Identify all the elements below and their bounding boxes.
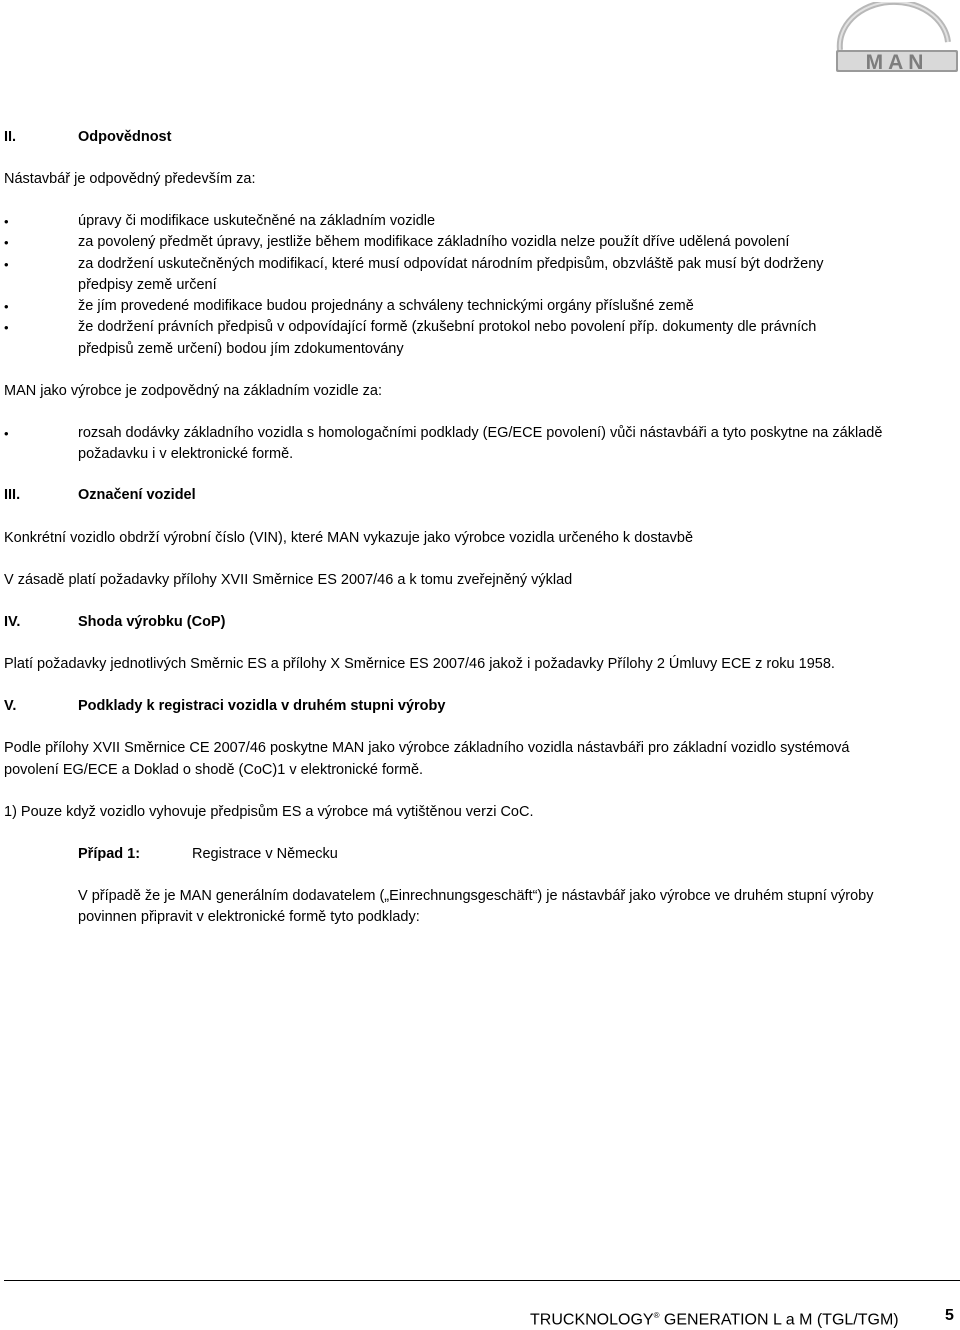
list-item: že jím provedené modifikace budou projednány a schváleny technickými orgány příslušné země [78, 298, 694, 314]
list-item-continuation: předpisů země určení) bodou jím zdokumentovány [78, 341, 404, 357]
man-logo [826, 2, 960, 74]
bullet-marker: • [4, 320, 9, 335]
section-5-number: V. [4, 698, 17, 714]
list-item: za dodržení uskutečněných modifikací, které musí odpovídat národním předpisům, obzvláště pak musí být dodrženy [78, 256, 824, 272]
bullet-marker: • [4, 257, 9, 272]
bullet-marker: • [4, 426, 9, 441]
section-3-number: III. [4, 487, 21, 503]
section-5-paragraph-line: povolení EG/ECE a Doklad o shodě (CoC)1 v elektronické formě. [4, 762, 424, 778]
list-item: že dodržení právních předpisů v odpovídající formě (zkušební protokol nebo povolení příp. dokumenty dle právních [78, 319, 817, 335]
registered-mark: ® [653, 1311, 660, 1320]
bullet-marker: • [4, 299, 9, 314]
section-2-number: II. [4, 129, 17, 145]
footer-title [530, 1306, 899, 1330]
bullet-marker: • [4, 235, 9, 250]
case-title: Registrace v Německu [192, 846, 338, 862]
man-responsibility-intro: MAN jako výrobce je zodpovědný na základním vozidle za: [4, 383, 382, 399]
section-2-title: Odpovědnost [78, 129, 172, 145]
footnote: 1) Pouze když vozidlo vyhovuje předpisům ES a výrobce má vytištěnou verzi CoC. [4, 804, 534, 820]
section-3-title: Označení vozidel [78, 487, 196, 503]
case-paragraph-line: povinnen připravit v elektronické formě tyto podklady: [78, 909, 420, 925]
list-item: úpravy či modifikace uskutečněné na základním vozidle [78, 213, 436, 229]
list-item: rozsah dodávky základního vozidla s homologačními podklady (EG/ECE povolení) vůči nástavbáři a tyto poskytne na základě [78, 425, 883, 441]
section-2-intro: Nástavbář je odpovědný především za: [4, 171, 256, 187]
section-3-paragraph-1: Konkrétní vozidlo obdrží výrobní číslo (VIN), které MAN vykazuje jako výrobce vozidla určeného k dostavbě [4, 530, 694, 546]
section-4-number: IV. [4, 614, 21, 630]
footer-title-brand: TRUCKNOLOGY [530, 1311, 654, 1329]
section-5-paragraph-line: Podle přílohy XVII Směrnice CE 2007/46 poskytne MAN jako výrobce základního vozidla nástavbáři pro základní vozidlo systémová [4, 740, 850, 756]
section-5-title: Podklady k registraci vozidla v druhém stupni výroby [78, 698, 446, 714]
man-logo-text: MAN [865, 51, 929, 74]
case-paragraph-line: V případě že je MAN generálním dodavatelem („Einrechnungsgeschäft“) je nástavbář jako výrobce ve druhém stupní výroby [78, 888, 874, 904]
section-4-title: Shoda výrobku (CoP) [78, 614, 226, 630]
list-item-continuation: předpisy země určení [78, 277, 217, 293]
case-label: Případ 1: [78, 846, 141, 862]
list-item: za povolený předmět úpravy, jestliže během modifikace základního vozidla nelze použít dříve udělená povolení [78, 234, 790, 250]
bullet-marker: • [4, 214, 9, 229]
list-item-continuation: požadavku i v elektronické formě. [78, 446, 294, 462]
page-number: 5 [945, 1307, 954, 1324]
section-3-paragraph-2: V zásadě platí požadavky přílohy XVII Směrnice ES 2007/46 a k tomu zveřejněný výklad [4, 572, 573, 588]
footer-title-rest: GENERATION L a M (TGL/TGM) [659, 1311, 899, 1329]
footer-divider [4, 1280, 960, 1281]
section-4-paragraph: Platí požadavky jednotlivých Směrnic ES a přílohy X Směrnice ES 2007/46 jakož i požadavky Přílohy 2 Úmluvy ECE z roku 1958. [4, 656, 835, 672]
